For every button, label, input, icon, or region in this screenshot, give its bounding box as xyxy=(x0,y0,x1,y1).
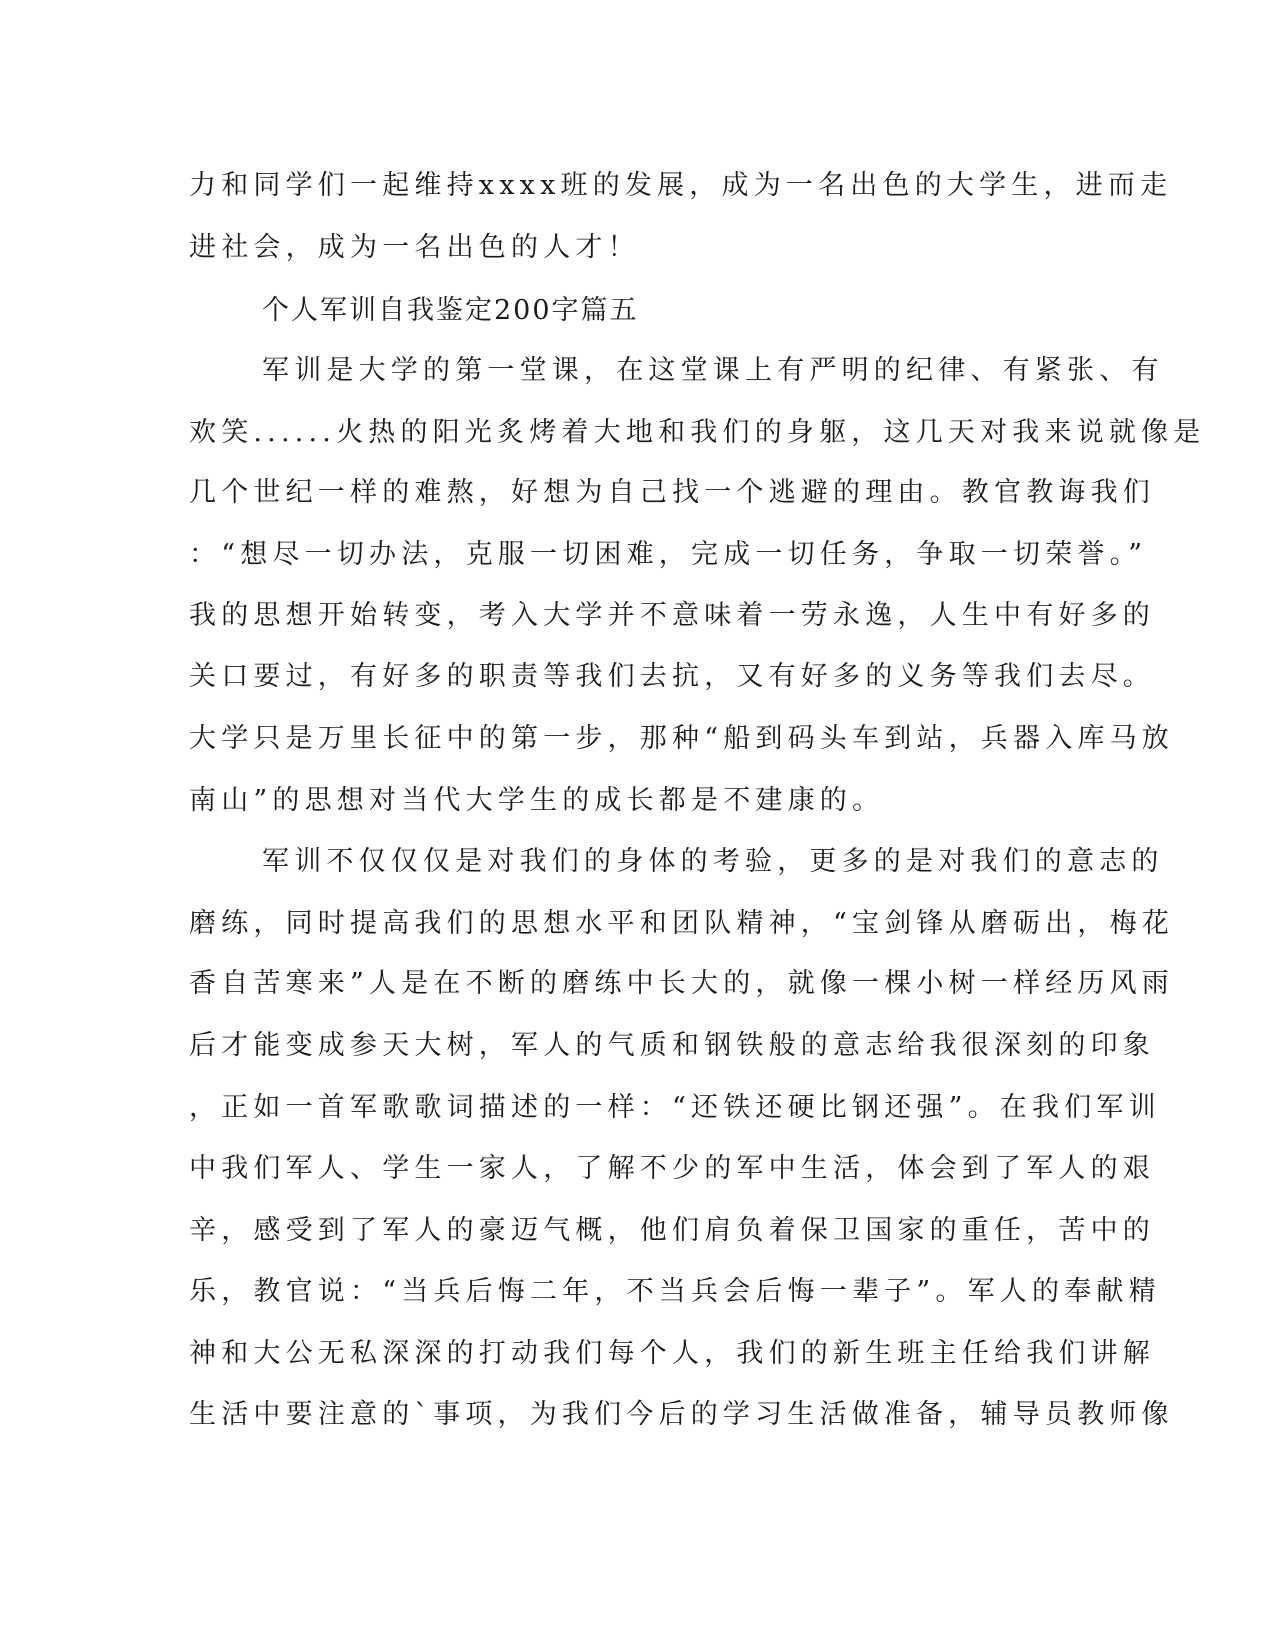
paragraph-line: 香自苦寒来”人是在不断的磨练中长大的，就像一棵小树一样经历风雨 xyxy=(189,968,1175,999)
paragraph-line: 进社会，成为一名出色的人才！ xyxy=(189,232,640,263)
paragraph-line: 军训是大学的第一堂课，在这堂课上有严明的纪律、有紧张、有 xyxy=(262,355,1164,386)
section-heading: 个人军训自我鉴定200字篇五 xyxy=(262,295,639,326)
paragraph-line: 军训不仅仅仅是对我们的身体的考验，更多的是对我们的意志的 xyxy=(262,846,1164,877)
paragraph-line: 神和大公无私深深的打动我们每个人，我们的新生班主任给我们讲解 xyxy=(189,1338,1155,1369)
paragraph-line: 乐，教官说：“当兵后悔二年，不当兵会后悔一辈子”。军人的奉献精 xyxy=(189,1276,1161,1307)
paragraph-line: 欢笑......火热的阳光炙烤着大地和我们的身躯，这几天对我来说就像是 xyxy=(189,417,1206,448)
paragraph-line: 力和同学们一起维持xxxx班的发展，成为一名出色的大学生，进而走 xyxy=(189,170,1173,201)
paragraph-line: ：“想尽一切办法，克服一切困难，完成一切任务，争取一切荣誉。” xyxy=(189,539,1148,570)
paragraph-line: 中我们军人、学生一家人，了解不少的军中生活，体会到了军人的艰 xyxy=(189,1153,1155,1184)
paragraph-line: 关口要过，有好多的职责等我们去抗，又有好多的义务等我们去尽。 xyxy=(189,661,1155,692)
paragraph-line: ，正如一首军歌歌词描述的一样：“还铁还硬比钢还强”。在我们军训 xyxy=(189,1092,1161,1123)
paragraph-line: 辛，感受到了军人的豪迈气概，他们肩负着保卫国家的重任，苦中的 xyxy=(189,1215,1155,1246)
paragraph-line: 南山”的思想对当代大学生的成长都是不建康的。 xyxy=(189,785,885,816)
paragraph-line: 磨练，同时提高我们的思想水平和团队精神，“宝剑锋从磨砺出，梅花 xyxy=(189,908,1175,939)
paragraph-line: 大学只是万里长征中的第一步，那种“船到码头车到站，兵器入库马放 xyxy=(189,723,1175,754)
paragraph-line: 几个世纪一样的难熬，好想为自己找一个逃避的理由。教官教诲我们 xyxy=(189,477,1155,508)
paragraph-line: 后才能变成参天大树，军人的气质和钢铁般的意志给我很深刻的印象 xyxy=(189,1030,1155,1061)
paragraph-line: 我的思想开始转变，考入大学并不意味着一劳永逸，人生中有好多的 xyxy=(189,600,1155,631)
paragraph-line: 生活中要注意的`事项，为我们今后的学习生活做准备，辅导员教师像 xyxy=(189,1399,1174,1430)
